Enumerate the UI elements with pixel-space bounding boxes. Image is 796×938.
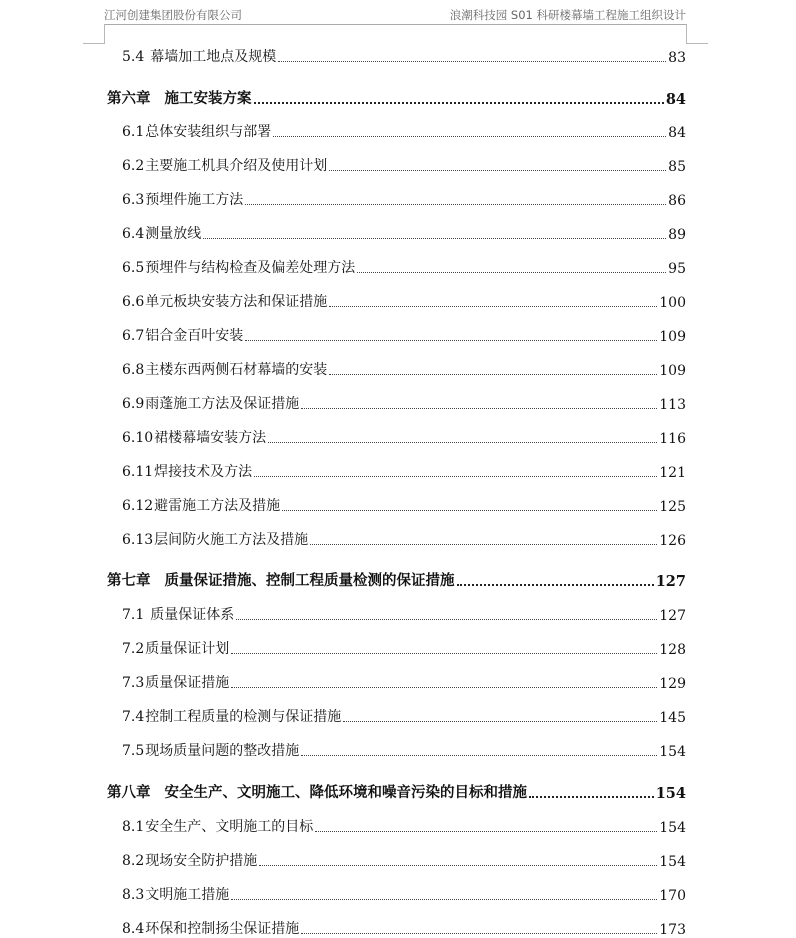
toc-entry-title: 质量保证计划: [145, 641, 230, 657]
dot-leader: [529, 796, 654, 798]
toc-section-entry[interactable]: [122, 493, 686, 515]
toc-entry-heading: [122, 155, 327, 175]
toc-entry-title: 现场安全防护措施: [145, 853, 258, 869]
toc-entry-title: 幕墙加工地点及规模: [150, 49, 277, 65]
dot-leader: [254, 102, 664, 104]
toc-entry-title: 安全生产、文明施工的目标: [145, 819, 314, 835]
toc-entry-heading: [122, 672, 229, 692]
toc-entry-heading: [107, 87, 252, 108]
toc-section-entry[interactable]: [122, 119, 686, 141]
toc-page-number: 109: [659, 329, 686, 345]
dot-leader: [273, 136, 666, 137]
toc-section-entry[interactable]: [122, 255, 686, 277]
toc-chapter-entry[interactable]: [107, 780, 686, 802]
toc-entry-number: 第七章: [107, 572, 151, 589]
toc-entry-title: 单元板块安装方法和保证措施: [145, 294, 328, 310]
toc-page-number: 154: [659, 820, 686, 836]
toc-page-number: 127: [659, 608, 686, 624]
dot-leader: [231, 899, 657, 900]
running-header: [104, 7, 686, 23]
toc-entry-number: 7.4: [122, 709, 145, 725]
toc-entry-number: 6.7: [122, 328, 145, 344]
toc-entry-title: 现场质量问题的整改措施: [145, 743, 300, 759]
toc-section-entry[interactable]: [122, 221, 686, 243]
toc-entry-heading: [122, 918, 299, 938]
toc-page-number: 127: [655, 573, 686, 590]
toc-page-number: 83: [668, 50, 686, 66]
toc-section-entry[interactable]: [122, 187, 686, 209]
dot-leader: [236, 619, 657, 620]
toc-entry-heading: [122, 604, 234, 624]
toc-section-entry[interactable]: [122, 289, 686, 311]
toc-entry-heading: [122, 638, 229, 658]
toc-section-entry[interactable]: [122, 848, 686, 870]
toc-entry-heading: [122, 740, 299, 760]
toc-entry-heading: [122, 325, 243, 345]
crop-mark-left-h: [83, 43, 105, 44]
toc-entry-heading: [122, 223, 201, 243]
toc-entry-number: 6.10: [122, 430, 154, 446]
dot-leader: [203, 238, 666, 239]
dot-leader: [245, 340, 657, 341]
toc-entry-heading: [107, 569, 455, 590]
toc-page-number: 121: [659, 465, 686, 481]
toc-entry-number: 5.4: [122, 49, 145, 65]
dot-leader: [343, 721, 657, 722]
toc-entry-heading: [122, 46, 276, 66]
dot-leader: [301, 755, 657, 756]
toc-section-entry[interactable]: [122, 323, 686, 345]
toc-section-entry[interactable]: [122, 636, 686, 658]
toc-entry-number: 8.1: [122, 819, 145, 835]
dot-leader: [301, 933, 657, 934]
dot-leader: [268, 442, 657, 443]
toc-entry-number: 8.2: [122, 853, 145, 869]
toc-page-number: 84: [665, 91, 686, 108]
toc-entry-number: 6.6: [122, 294, 145, 310]
dot-leader: [457, 584, 654, 586]
dot-leader: [245, 204, 666, 205]
toc-section-entry[interactable]: [122, 814, 686, 836]
toc-section-entry[interactable]: [122, 704, 686, 726]
dot-leader: [301, 408, 657, 409]
toc-entry-title: 预埋件施工方法: [145, 192, 244, 208]
toc-entry-heading: [122, 529, 308, 549]
toc-page-number: 170: [659, 888, 686, 904]
toc-entry-heading: [122, 850, 257, 870]
toc-page-number: 126: [659, 533, 686, 549]
toc-entry-number: 7.3: [122, 675, 145, 691]
toc-page-number: 129: [659, 676, 686, 692]
toc-entry-number: 6.13: [122, 532, 154, 548]
dot-leader: [310, 544, 657, 545]
toc-section-entry[interactable]: [122, 391, 686, 413]
toc-page-number: 128: [659, 642, 686, 658]
toc-chapter-entry[interactable]: [107, 86, 686, 108]
crop-mark-left-v: [104, 24, 105, 44]
toc-section-entry[interactable]: [122, 527, 686, 549]
dot-leader: [278, 61, 666, 62]
dot-leader: [254, 476, 657, 477]
toc-entry-title: 测量放线: [145, 226, 202, 242]
toc-page-number: 109: [659, 363, 686, 379]
dot-leader: [231, 653, 657, 654]
toc-section-entry[interactable]: [122, 882, 686, 904]
toc-page-number: 85: [668, 159, 686, 175]
toc-entry-title: 总体安装组织与部署: [145, 124, 272, 140]
toc-entry-title: 施工安装方案: [164, 90, 252, 107]
header-rule: [104, 24, 686, 25]
toc-entry-title: 雨蓬施工方法及保证措施: [145, 396, 300, 412]
dot-leader: [329, 170, 666, 171]
toc-entry-title: 避雷施工方法及措施: [154, 498, 281, 514]
toc-entry-title: 主楼东西两侧石材幕墙的安装: [145, 362, 328, 378]
toc-entry-number: 6.8: [122, 362, 145, 378]
toc-entry-number: 7.5: [122, 743, 145, 759]
toc-page-number: 100: [659, 295, 686, 311]
toc-entry-title: 层间防火施工方法及措施: [154, 532, 309, 548]
toc-entry-heading: [107, 781, 527, 802]
toc-page-number: 145: [659, 710, 686, 726]
toc-entry-title: 裙楼幕墙安装方法: [154, 430, 267, 446]
toc-page-number: 116: [659, 431, 686, 447]
toc-entry-heading: [122, 291, 327, 311]
toc-section-entry[interactable]: [122, 602, 686, 624]
toc-section-entry[interactable]: [122, 459, 686, 481]
toc-entry-number: 7.2: [122, 641, 145, 657]
toc-entry-title: 安全生产、文明施工、降低环境和噪音污染的目标和措施: [164, 784, 527, 801]
toc-page-number: 86: [668, 193, 686, 209]
toc-section-entry[interactable]: [122, 153, 686, 175]
toc-page-number: 113: [659, 397, 686, 413]
dot-leader: [315, 831, 657, 832]
toc-entry-title: 文明施工措施: [145, 887, 230, 903]
dot-leader: [329, 306, 657, 307]
toc-entry-number: 7.1: [122, 607, 145, 623]
dot-leader: [231, 687, 657, 688]
toc-entry-heading: [122, 393, 299, 413]
toc-entry-heading: [122, 359, 327, 379]
header-company: 江河创建集团股份有限公司: [104, 8, 242, 22]
toc-entry-heading: [122, 189, 243, 209]
toc-entry-title: 预埋件与结构检查及偏差处理方法: [145, 260, 356, 276]
toc-entry-title: 焊接技术及方法: [154, 464, 253, 480]
toc-entry-number: 第六章: [107, 90, 151, 107]
dot-leader: [259, 865, 657, 866]
toc-page-number: 154: [655, 785, 686, 802]
dot-leader: [357, 272, 666, 273]
crop-mark-right-h: [686, 43, 708, 44]
header-document-title: 浪潮科技园 S01 科研楼幕墙工程施工组织设计: [449, 8, 686, 22]
toc-page-number: 154: [659, 744, 686, 760]
toc-entry-title: 主要施工机具介绍及使用计划: [145, 158, 328, 174]
toc-entry-heading: [122, 427, 266, 447]
dot-leader: [282, 510, 657, 511]
toc-entry-heading: [122, 257, 355, 277]
toc-entry-heading: [122, 495, 280, 515]
toc-section-entry[interactable]: [122, 357, 686, 379]
toc-entry-number: 6.1: [122, 124, 145, 140]
toc-entry-title: 质量保证措施: [145, 675, 230, 691]
toc-entry-number: 6.3: [122, 192, 145, 208]
toc-entry-heading: [122, 461, 252, 481]
toc-section-entry[interactable]: [122, 670, 686, 692]
toc-entry-number: 第八章: [107, 784, 151, 801]
toc-entry-number: 6.2: [122, 158, 145, 174]
toc-entry-number: 6.11: [122, 464, 154, 480]
dot-leader: [329, 374, 657, 375]
crop-mark-right-v: [686, 24, 687, 44]
toc-entry-heading: [122, 121, 271, 141]
toc-page-number: 84: [668, 125, 686, 141]
toc-entry-title: 环保和控制扬尘保证措施: [145, 921, 300, 937]
toc-page-number: 89: [668, 227, 686, 243]
toc-entry-title: 质量保证体系: [150, 607, 235, 623]
toc-entry-number: 8.3: [122, 887, 145, 903]
toc-page-number: 173: [659, 922, 686, 938]
toc-entry-number: 6.5: [122, 260, 145, 276]
toc-page-number: 95: [668, 261, 686, 277]
toc-entry-number: 6.9: [122, 396, 145, 412]
toc-entry-title: 质量保证措施、控制工程质量检测的保证措施: [164, 572, 455, 589]
toc-page-number: 125: [659, 499, 686, 515]
toc-section-entry[interactable]: [122, 916, 686, 938]
toc-entry-heading: [122, 816, 313, 836]
toc-section-entry[interactable]: [122, 425, 686, 447]
toc-entry-heading: [122, 884, 229, 904]
toc-chapter-entry[interactable]: [107, 568, 686, 590]
toc-section-entry[interactable]: [122, 738, 686, 760]
toc-entry-heading: [122, 706, 341, 726]
toc-entry-title: 控制工程质量的检测与保证措施: [145, 709, 342, 725]
toc-page-number: 154: [659, 854, 686, 870]
toc-section-entry[interactable]: [122, 44, 686, 66]
toc-entry-title: 铝合金百叶安装: [145, 328, 244, 344]
toc-entry-number: 6.4: [122, 226, 145, 242]
toc-entry-number: 6.12: [122, 498, 154, 514]
toc-entry-number: 8.4: [122, 921, 145, 937]
